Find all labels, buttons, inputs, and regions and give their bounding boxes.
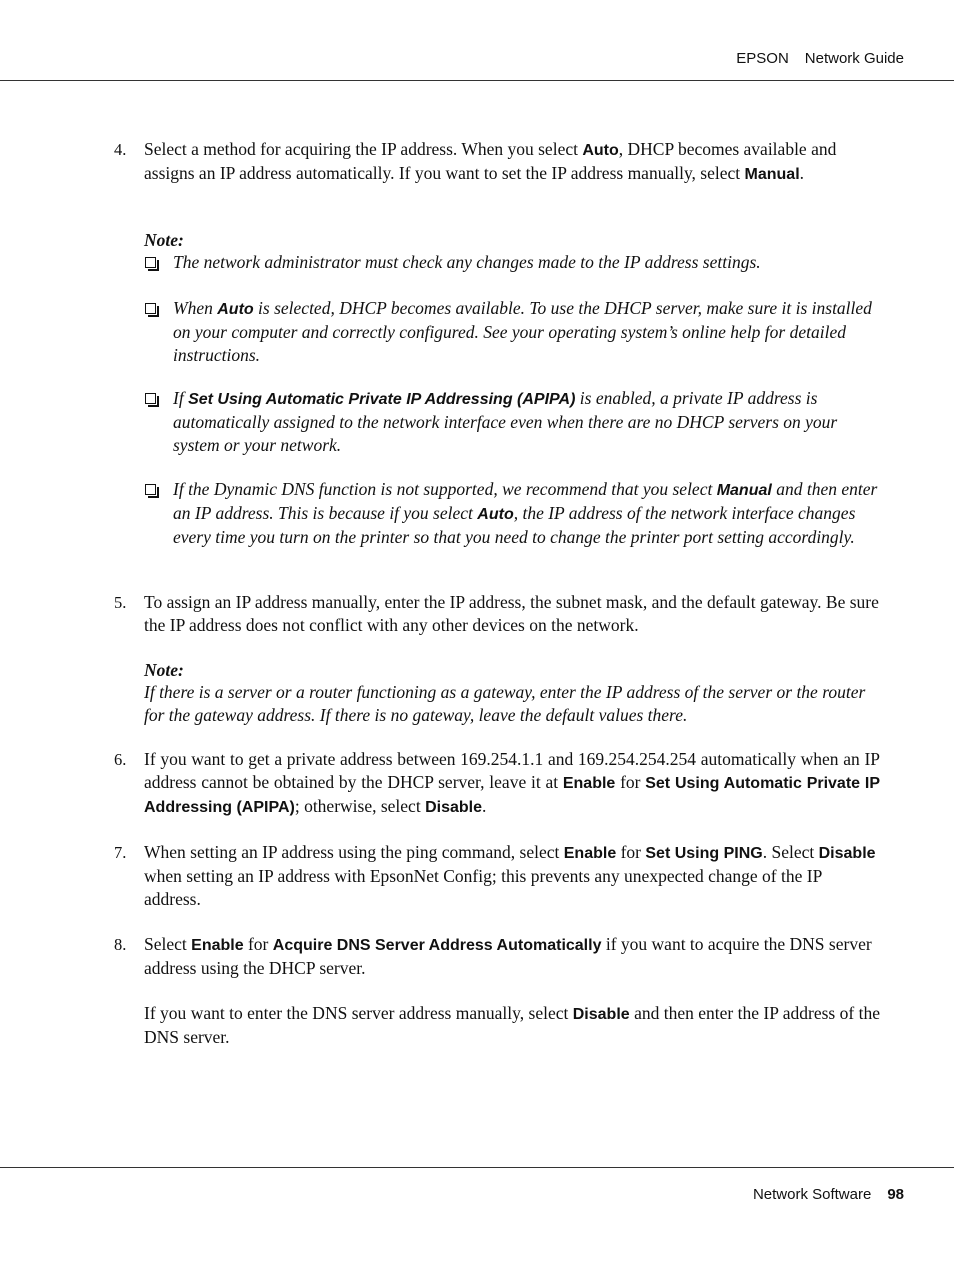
note-bullet-4: If the Dynamic DNS function is not supported, we recommend that you select Manual and then enter an IP address. This is because if you select Auto, the IP address of the network interface changes every time you turn on the printer so that you need to change the printer port setting accordingly. [173, 479, 878, 547]
step-8-number: 8. [114, 935, 127, 954]
checkbox-bullet-icon [145, 303, 156, 314]
header-rule [0, 80, 954, 81]
page-header [736, 50, 904, 67]
step-4-number: 4. [114, 140, 127, 159]
page-footer [753, 1186, 904, 1203]
footer-section: Network Software [752, 1186, 872, 1203]
step-5-text: To assign an IP address manually, enter the IP address, the subnet mask, and the default gateway. Be sure the IP address does not conflict with any other devices on the network. [144, 592, 879, 635]
step-5-number: 5. [114, 593, 127, 612]
option-auto: Auto [582, 142, 619, 159]
page-number: 98 [887, 1186, 904, 1203]
step-4-note-title: Note: [144, 230, 184, 250]
checkbox-bullet-icon [145, 484, 156, 495]
step-4-text: Select a method for acquiring the IP address. When you select Auto, DHCP becomes available and assigns an IP address automatically. If you want to set the IP address manually, select Manual. [144, 139, 837, 183]
checkbox-bullet-icon [145, 393, 156, 404]
footer-rule [0, 1167, 954, 1168]
note-bullet-3: If Set Using Automatic Private IP Addressing (APIPA) is enabled, a private IP address is automatically assigned to the network interface even when there are no DHCP servers on your system or your network. [173, 388, 838, 455]
step-5-note-title: Note: [144, 660, 184, 680]
step-6-text: If you want to get a private address between 169.254.1.1 and 169.254.254.254 automatically when an IP address cannot be obtained by the DHCP server, leave it at Enable for Set Using Automatic Private IP Addressing (APIPA); otherwise, select Disable. [144, 749, 881, 816]
header-title: Network Guide [804, 50, 904, 67]
step-8-text: Select Enable for Acquire DNS Server Address Automatically if you want to acquire the DNS server address using the DHCP server. [144, 934, 872, 978]
checkbox-bullet-icon [145, 257, 156, 268]
note-bullet-2: When Auto is selected, DHCP becomes available. To use the DHCP server, make sure it is installed on your computer and correctly configured. See your operating system’s online help for detailed instructions. [173, 298, 872, 365]
note-bullet-1: The network administrator must check any changes made to the IP address settings. [173, 252, 761, 272]
step-5-note-text: If there is a server or a router functioning as a gateway, enter the IP address of the server or the router for the gateway address. If there is no gateway, leave the default values there. [144, 682, 866, 725]
step-7-text: When setting an IP address using the ping command, select Enable for Set Using PING. Select Disable when setting an IP address with EpsonNet Config; this prevents any unexpected change of the IP address. [144, 842, 876, 909]
step-8-paragraph-2: If you want to enter the DNS server address manually, select Disable and then enter the IP address of the DNS server. [144, 1003, 880, 1047]
step-7-number: 7. [114, 843, 127, 862]
header-brand: EPSON [736, 50, 789, 67]
option-manual: Manual [744, 166, 800, 183]
step-6-number: 6. [114, 750, 127, 769]
